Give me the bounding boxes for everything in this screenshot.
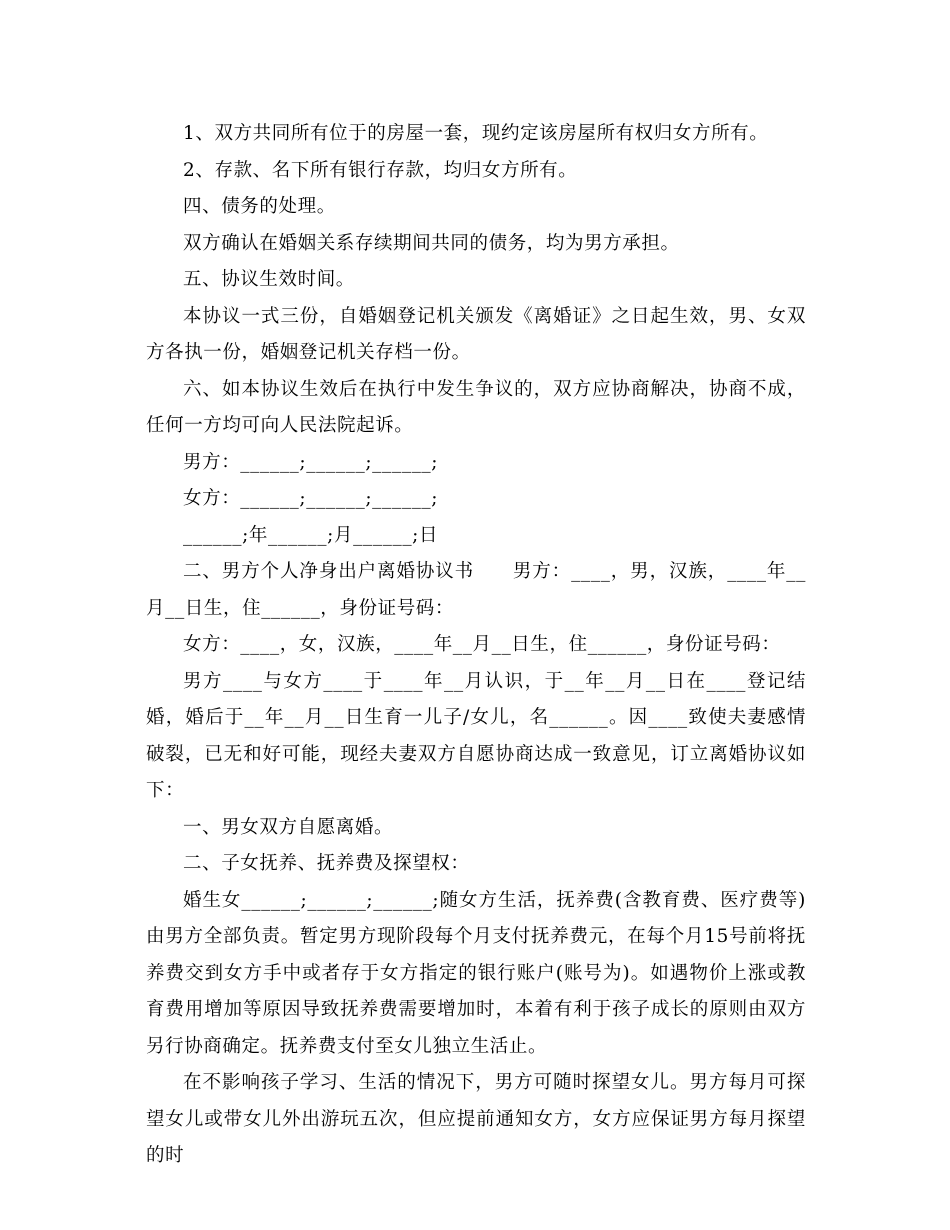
paragraph-marriage-background: 男方____与女方____于____年__月认识，于__年__月__日在____登记结婚，婚后于__年__月__日生育一儿子/女儿，名______。因____致使夫妻感情破裂，已无和好可能，现经夫妻双方自愿协商达成一致意见，订立离婚协议如下： bbox=[146, 670, 806, 801]
agreement-title-and-male-info: 二、男方个人净身出户离婚协议书 男方：____，男，汉族，____年__月__日生，住______，身份证号码： bbox=[146, 561, 806, 619]
paragraph-deposit-clause: 2、存款、名下所有银行存款，均归女方所有。 bbox=[183, 159, 578, 181]
paragraph-female-info: 女方：____，女，汉族，____年__月__日生，住______，身份证号码： bbox=[183, 634, 781, 655]
section-heading-child-support: 二、子女抚养、抚养费及探望权： bbox=[183, 853, 470, 874]
signature-date-line: ______;年______;月______;日 bbox=[183, 524, 439, 546]
paragraph-visitation: 在不影响孩子学习、生活的情况下，男方可随时探望女儿。男方每月可探望女儿或带女儿外出游玩五次，但应提前通知女方，女方应保证男方每月探望的时 bbox=[146, 1072, 806, 1166]
section-heading-debt: 四、债务的处理。 bbox=[183, 196, 336, 217]
paragraph-child-support: 婚生女______;______;______;随女方生活，抚养费(含教育费、医疗费等)由男方全部负责。暂定男方现阶段每个月支付抚养费元，在每个月15号前将抚养费交到女方手中或者存于女方指定的银行账户(账号为)。如遇物价上涨或教育费用增加等原因导致抚养费需要增加时，本着有利于孩子成长的原则由双方另行协商确定。抚养费支付至女儿独立生活止。 bbox=[146, 889, 806, 1057]
paragraph-debt-clause: 双方确认在婚姻关系存续期间共同的债务，均为男方承担。 bbox=[183, 232, 680, 254]
signature-line-male: 男方：______;______;______; bbox=[183, 451, 439, 473]
section-heading-effective-time: 五、协议生效时间。 bbox=[183, 269, 355, 290]
signature-line-female: 女方：______;______;______; bbox=[183, 488, 439, 509]
clause-voluntary-divorce: 一、男女双方自愿离婚。 bbox=[183, 816, 394, 838]
paragraph-copies-clause: 本协议一式三份，自婚姻登记机关颁发《离婚证》之日起生效，男、女双方各执一份，婚姻登记机关存档一份。 bbox=[146, 305, 806, 363]
paragraph-property-clause: 1、双方共同所有位于的房屋一套，现约定该房屋所有权归女方所有。 bbox=[183, 123, 769, 144]
document-page bbox=[146, 116, 806, 1175]
paragraph-dispute-clause: 六、如本协议生效后在执行中发生争议的，双方应协商解决，协商不成，任何一方均可向人民法院起诉。 bbox=[146, 378, 806, 436]
